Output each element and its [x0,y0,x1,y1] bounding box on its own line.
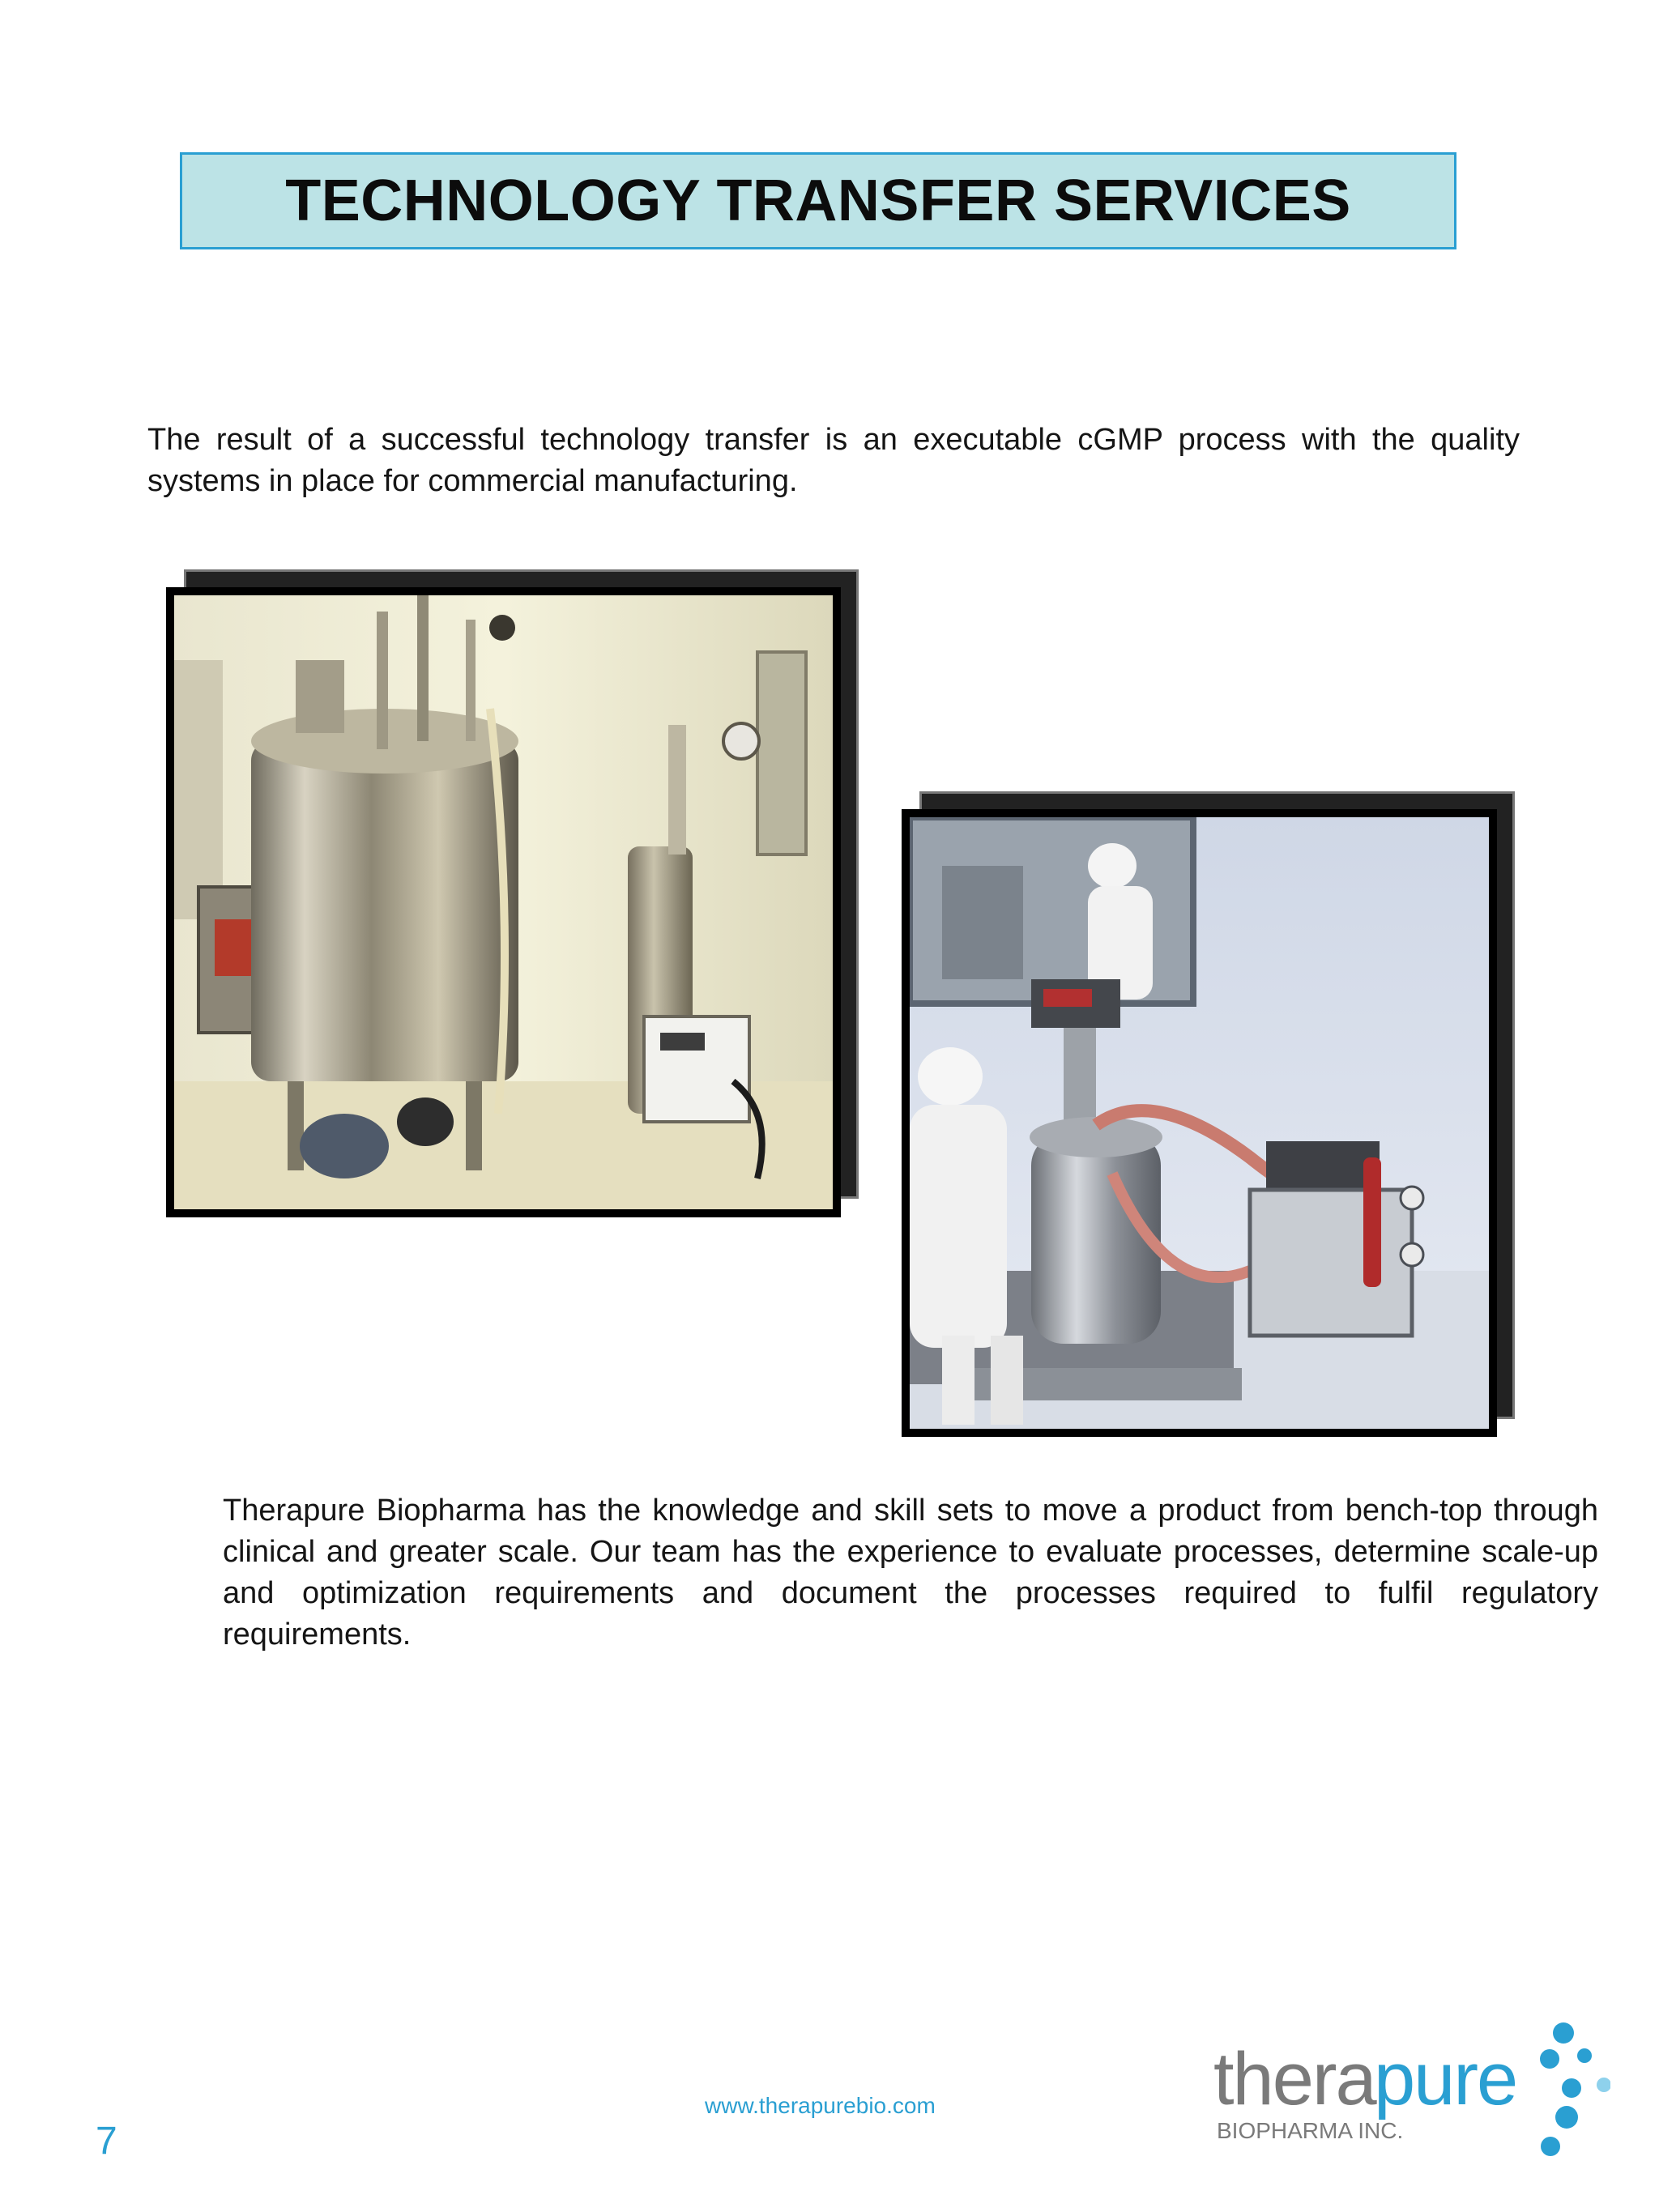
technician-vessel-image [910,817,1489,1429]
footer-website-link[interactable]: www.therapurebio.com [705,2093,936,2118]
page-title: TECHNOLOGY TRANSFER SERVICES [285,168,1351,233]
tank-photo [166,569,859,1217]
body-paragraph: Therapure Biopharma has the knowledge and skill sets to move a product from bench-top through clinical and greater scale. Our team has the experience to evaluate processes, determine scale-up and optimization requirements and document the processes required to fulfil regulatory requirements. [223,1494,1598,1652]
page-number: 7 [96,2120,117,2163]
title-banner [180,152,1456,249]
logo-brand-bold: pure [1374,2038,1517,2120]
technician-photo [902,791,1515,1437]
logo-dots-icon [1540,2022,1610,2156]
intro-paragraph: The result of a successful technology transfer is an executable cGMP process with the quality systems in place for commercial manufacturing. [147,423,1520,498]
stainless-tank-image [174,595,833,1209]
logo-tagline: BIOPHARMA INC. [1217,2118,1404,2143]
logo-brand-light: thera [1213,2038,1375,2120]
therapure-logo [1205,2017,1610,2163]
